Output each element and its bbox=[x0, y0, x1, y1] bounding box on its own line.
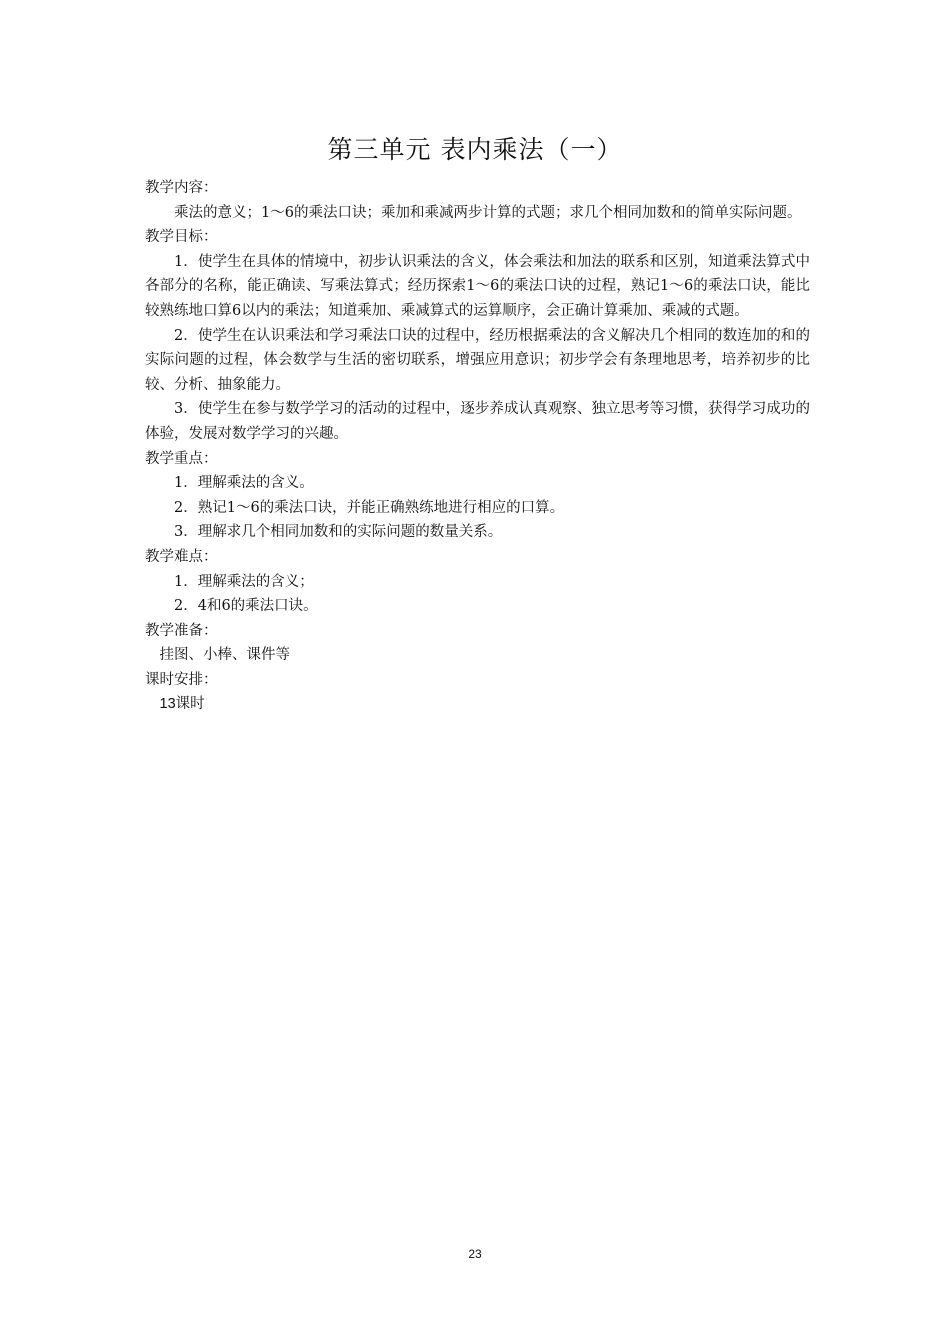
section-heading-difficulties: 教学难点： bbox=[145, 548, 218, 565]
document-title: 第三单元 表内乘法（一） bbox=[327, 135, 623, 164]
goal-item-3: 3．使学生在参与数学学习的活动的过程中，逐步养成认真观察、独立思考等习惯，获得学习成功的体验，发展对数学学习的兴趣。 bbox=[145, 401, 810, 442]
section-heading-schedule: 课时安排： bbox=[145, 671, 218, 688]
schedule-text: 13课时 bbox=[159, 696, 205, 713]
content-paragraph: 乘法的意义；1～6的乘法口诀；乘加和乘减两步计算的式题；求几个相同加数和的简单实际问题。 bbox=[174, 204, 802, 221]
difficulty-item-2: 2．4和6的乘法口诀。 bbox=[174, 598, 318, 615]
section-heading-key-points: 教学重点： bbox=[145, 450, 218, 467]
section-heading-content: 教学内容： bbox=[145, 180, 218, 196]
key-point-item-2: 2．熟记1～6的乘法口诀，并能正确熟练地进行相应的口算。 bbox=[174, 499, 565, 516]
difficulty-item-1: 1．理解乘法的含义； bbox=[174, 573, 314, 590]
section-heading-goals: 教学目标： bbox=[145, 229, 218, 246]
goal-item-2: 2．使学生在认识乘法和学习乘法口诀的过程中，经历根据乘法的含义解决几个相同的数连加的和的实际问题的过程，体会数学与生活的密切联系，增强应用意识；初步学会有条理地思考，培养初步的比较、分析、抽象能力。 bbox=[145, 327, 810, 393]
document-body bbox=[145, 176, 810, 717]
preparation-text: 挂图、小棒、课件等 bbox=[159, 647, 290, 664]
section-heading-preparation: 教学准备： bbox=[145, 622, 218, 639]
page-number: 23 bbox=[468, 1247, 482, 1261]
key-point-item-1: 1．理解乘法的含义。 bbox=[174, 475, 314, 492]
goal-item-1: 1．使学生在具体的情境中，初步认识乘法的含义，体会乘法和加法的联系和区别，知道乘法算式中各部分的名称，能正确读、写乘法算式；经历探索1～6的乘法口诀的过程，熟记1～6的乘法口诀，能比较熟练地口算6以内的乘法；知道乘加、乘减算式的运算顺序，会正确计算乘加、乘减的式题。 bbox=[145, 253, 810, 319]
key-point-item-3: 3．理解求几个相同加数和的实际问题的数量关系。 bbox=[174, 524, 503, 541]
